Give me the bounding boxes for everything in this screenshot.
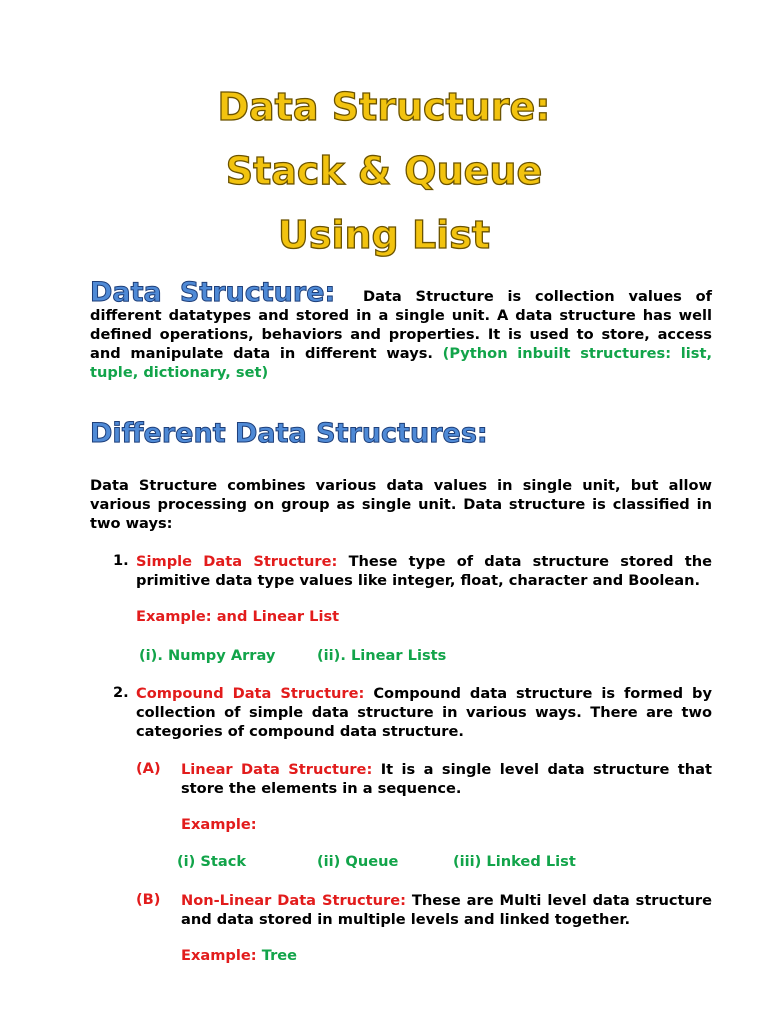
subitem-a-example-queue: (ii) Queue	[317, 853, 399, 870]
title-line-3: Using List	[277, 213, 490, 257]
item-2-text: Compound data structure is formed by collection of simple data structure in various ways. There are two categories of compound data structure.	[136, 685, 712, 740]
different-heading: Different Data Structures:	[90, 418, 488, 449]
document-title	[0, 75, 768, 267]
title-line-2: Stack & Queue	[225, 149, 543, 193]
title-line-1: Data Structure:	[217, 85, 551, 129]
subitem-a-example: Example:	[181, 816, 257, 833]
intro-paragraph	[90, 277, 713, 382]
subitem-a-marker: (A)	[136, 760, 161, 777]
intro-body: Data Structure is collection values of different datatypes and stored in a single unit. A data structure has well defined operations, behaviors and properties. It is used to store, access and manipulate data in different ways.	[90, 288, 713, 362]
item-2-paragraph	[136, 684, 712, 741]
item-1-example-b: (ii). Linear Lists	[317, 647, 447, 664]
different-heading-wrap	[90, 418, 488, 449]
subitem-a-paragraph	[181, 760, 712, 798]
item-1-label: Simple Data Structure:	[136, 553, 338, 570]
subitem-b-paragraph	[181, 891, 712, 929]
item-2-label: Compound Data Structure:	[136, 685, 365, 702]
subitem-b-label: Non-Linear Data Structure:	[181, 892, 406, 909]
subitem-a-example-linked-list: (iii) Linked List	[453, 853, 576, 870]
item-1-example-a: (i). Numpy Array	[139, 647, 276, 664]
different-body: Data Structure combines various data values in single unit, but allow various processing on group as single unit. Data structure is classified in two ways:	[90, 477, 712, 532]
subitem-b-text: These are Multi level data structure and data stored in multiple levels and linked together.	[181, 892, 712, 928]
subitem-b-example-line	[181, 947, 297, 964]
item-1-text: These type of data structure stored the primitive data type values like integer, float, character and Boolean.	[136, 553, 712, 589]
subitem-b-example-tree: Tree	[261, 947, 298, 964]
item-1-example: Example: and Linear List	[136, 608, 340, 625]
intro-heading: Data Structure:	[90, 277, 336, 308]
subitem-a-label: Linear Data Structure:	[181, 761, 373, 778]
subitem-a-text: It is a single level data structure that store the elements in a sequence.	[181, 761, 712, 797]
subitem-b-marker: (B)	[136, 891, 161, 908]
item-1-number: 1.	[113, 552, 129, 569]
item-2-number: 2.	[113, 684, 129, 701]
intro-note: (Python inbuilt structures: list, tuple, dictionary, set)	[90, 345, 712, 381]
item-1-paragraph	[136, 552, 712, 590]
subitem-b-example: Example:	[181, 947, 257, 964]
subitem-a-example-stack: (i) Stack	[177, 853, 247, 870]
